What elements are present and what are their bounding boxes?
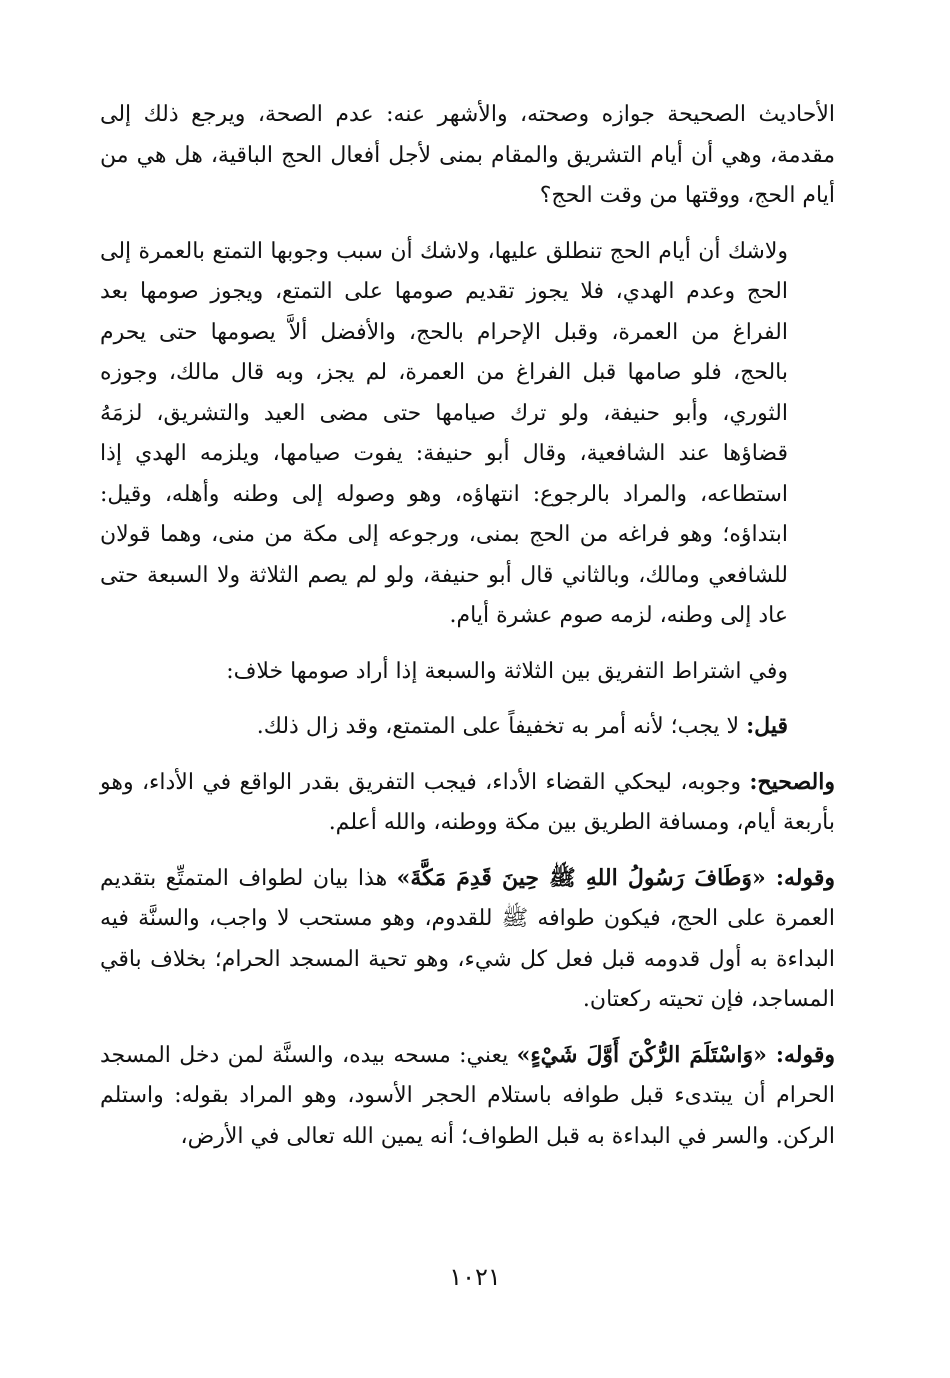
paragraph-4-lead: قيل: bbox=[746, 713, 788, 739]
paragraph-1 bbox=[100, 94, 835, 217]
paragraph-6-lead: وقوله: «وَطَافَ رَسُولُ اللهِ ﷺ حِينَ قَدِمَ مَكَّةَ» bbox=[396, 864, 835, 891]
paragraph-1-text: الأحاديث الصحيحة جوازه وصحته، والأشهر عنه: عدم الصحة، ويرجع ذلك إلى مقدمة، وهي أن أيام التشريق والمقام بمنى لأجل أفعال الحج الباقية، هل هي من أيام الحج، ووقتها من وقت الحج؟ bbox=[100, 102, 835, 208]
paragraph-5 bbox=[100, 762, 835, 844]
paragraph-7-text: يعني: مسحه بيده، والسنَّة لمن دخل المسجد الحرام أن يبتدىء قبل طوافه باستلام الحجر الأسود، وهو المراد بقوله: واستلم الركن. والسر في البداءة به قبل الطواف؛ أنه يمين الله تعالى في الأرض، bbox=[100, 1042, 835, 1149]
paragraph-3-text: وفي اشتراط التفريق بين الثلاثة والسبعة إذا أراد صومها خلاف: bbox=[226, 658, 788, 684]
paragraph-6 bbox=[100, 858, 835, 1021]
paragraph-6-text: هذا بيان لطواف المتمتِّع بتقديم العمرة على الحج، فيكون طوافه ﷺ للقدوم، وهو مستحب لا واجب، والسنَّة فيه البداءة به أول قدومه قبل فعل كل شيء، وهو تحية المسجد الحرام؛ بخلاف باقي المساجد، فإن تحيته ركعتان. bbox=[100, 865, 835, 1012]
paragraph-5-lead: والصحيح: bbox=[749, 768, 835, 795]
paragraph-3 bbox=[100, 651, 835, 693]
paragraph-7 bbox=[100, 1035, 835, 1158]
paragraph-5-text: وجوبه، ليحكي القضاء الأداء، فيجب التفريق بقدر الواقع في الأداء، وهو بأربعة أيام، ومسافة الطريق بين مكة ووطنه، والله أعلم. bbox=[100, 769, 835, 835]
paragraph-2 bbox=[100, 231, 835, 637]
paragraph-2-text: ولاشك أن أيام الحج تنطلق عليها، ولاشك أن سبب وجوبها التمتع بالعمرة إلى الحج وعدم الهدي، فلا يجوز تقديم صومها على التمتع، ويجوز صومها بعد الفراغ من العمرة، وقبل الإحرام بالحج، والأفضل ألاَّ يصومها حتى يحرم بالحج، فلو صامها قبل الفراغ من العمرة، لم يجز، وبه قال مالك، وجوزه الثوري، وأبو حنيفة، ولو ترك صيامها حتى مضى العيد والتشريق، لزمَهُ قضاؤها عند الشافعية، وقال أبو حنيفة: يفوت صيامها، ويلزمه الهدي إذا استطاعه، والمراد بالرجوع: انتهاؤه، وهو وصوله إلى وطنه وأهله، وقيل: ابتداؤه؛ وهو فراغه من الحج بمنى، ورجوعه إلى مكة من منى، وهما قولان للشافعي ومالك، وبالثاني قال أبو حنيفة، ولو لم يصم الثلاثة ولا السبعة حتى عاد إلى وطنه، لزمه صوم عشرة أيام. bbox=[100, 238, 788, 628]
page-body bbox=[100, 94, 835, 1157]
page-number: ١٠٢١ bbox=[449, 1263, 501, 1291]
paragraph-4-text: لا يجب؛ لأنه أمر به تخفيفاً على المتمتع، وقد زال ذلك. bbox=[256, 714, 747, 739]
paragraph-7-lead: وقوله: «وَاسْتَلَمَ الرُّكْنَ أَوَّلَ شَيْءٍ» bbox=[516, 1041, 835, 1068]
paragraph-4 bbox=[100, 706, 835, 748]
